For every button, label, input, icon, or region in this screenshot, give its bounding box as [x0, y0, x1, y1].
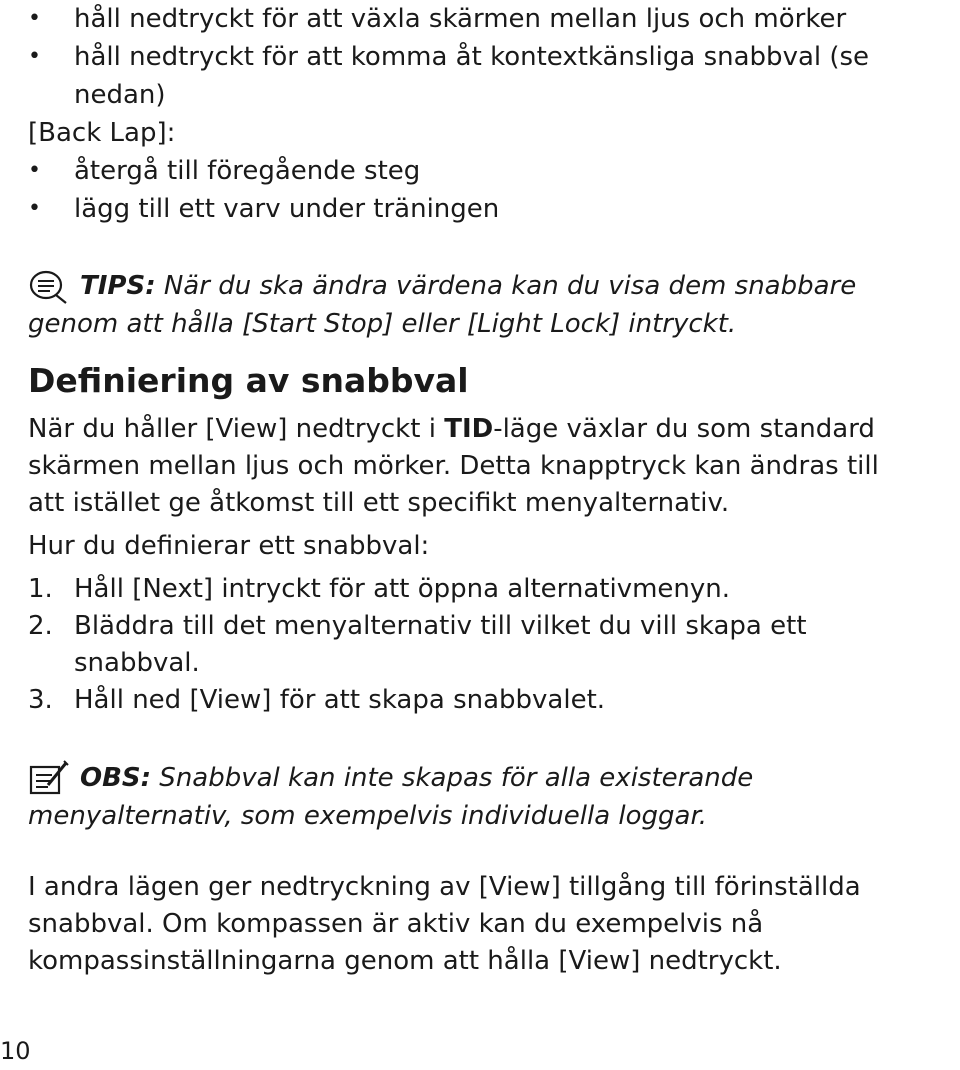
steps-list — [28, 571, 953, 719]
list-item-text: lägg till ett varv under träningen — [74, 194, 500, 224]
final-paragraph: I andra lägen ger nedtryckning av [View] tillgång till förinställda snabbval. Om kompassen är aktiv kan du exempelvis nå kompassinställningarna genom att hålla [View] nedtryckt. — [28, 872, 861, 976]
list-item-text: håll nedtryckt för att komma åt kontextkänsliga snabbval (se nedan) — [74, 42, 870, 110]
list-item — [28, 608, 953, 682]
howto-label: Hur du definierar ett snabbval: — [28, 531, 430, 561]
step-text: Håll ned [View] för att skapa snabbvalet. — [74, 685, 606, 715]
bullet-icon: • — [28, 6, 41, 31]
section-title: Definiering av snabbval — [28, 361, 469, 400]
page-number: 10 — [0, 1037, 31, 1065]
list-item-text: håll nedtryckt för att växla skärmen mellan ljus och mörker — [74, 4, 847, 34]
list-item — [28, 190, 953, 228]
tips-label: TIPS: — [80, 271, 156, 301]
step-text-continued: snabbval. — [74, 648, 200, 678]
step-number: 2. — [28, 611, 53, 641]
back-lap-label: [Back Lap]: — [28, 118, 176, 148]
tips-text-continued: genom att hålla [Start Stop] eller [Light Lock] intryckt. — [28, 309, 737, 339]
obs-note — [28, 759, 953, 835]
tips-icon — [28, 267, 72, 305]
document-page — [28, 0, 953, 980]
tips-note — [28, 267, 953, 343]
note-icon — [28, 759, 72, 797]
bullet-icon: • — [28, 44, 41, 69]
bullet-icon: • — [28, 196, 41, 221]
step-text: Håll [Next] intryckt för att öppna alternativmenyn. — [74, 574, 731, 604]
list-item — [28, 0, 953, 38]
list-item — [28, 38, 953, 114]
list-item-text: återgå till föregående steg — [74, 156, 421, 186]
step-text: Bläddra till det menyalternativ till vilket du vill skapa ett — [74, 611, 807, 641]
step-number: 3. — [28, 685, 53, 715]
list-item — [28, 571, 953, 608]
mode-name: TID — [444, 414, 494, 444]
obs-text-continued: menyalternativ, som exempelvis individuella loggar. — [28, 801, 708, 831]
section-paragraph: När du håller [View] nedtryckt i TID-läge växlar du som standard skärmen mellan ljus och mörker. Detta knapptryck kan ändras till att istället ge åtkomst till ett specifikt menyalternativ. — [28, 414, 879, 518]
tips-text: När du ska ändra värdena kan du visa dem snabbare — [155, 271, 857, 301]
view-bullet-list — [28, 0, 953, 114]
list-item — [28, 152, 953, 190]
list-item — [28, 682, 953, 719]
obs-text: Snabbval kan inte skapas för alla existerande — [151, 763, 754, 793]
bullet-icon: • — [28, 158, 41, 183]
step-number: 1. — [28, 574, 53, 604]
back-lap-bullet-list — [28, 152, 953, 228]
obs-label: OBS: — [80, 763, 152, 793]
